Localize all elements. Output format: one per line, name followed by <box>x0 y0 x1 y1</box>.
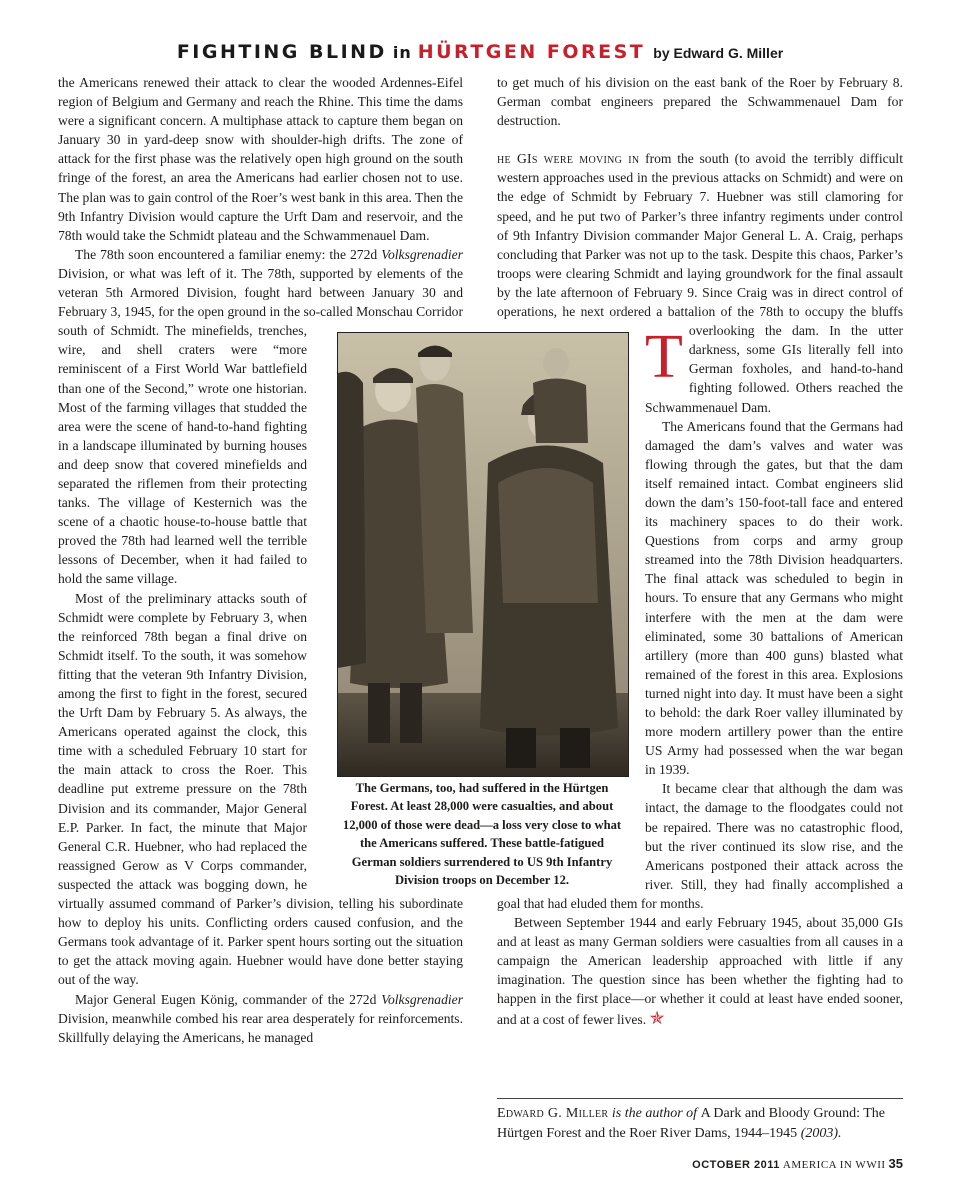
soldiers-photo <box>337 332 629 777</box>
footer-issue-date: OCTOBER 2011 <box>692 1159 780 1171</box>
title-part-2: HÜRTGEN FOREST <box>417 41 646 63</box>
left-paragraph-3: Most of the preliminary attacks south of Schmidt were complete by February 3, when the reinforced 78th began a final drive on Schmidt itself. To the south, it was somehow fitting that the veteran 9th Infantry Division, among the first to fight in the forest, secured the Urft Dam by February 5. As always, the Americans operated against the clock, this time with a scheduled February 10 start for the main attack to cross the Roer. This deadline put extreme pressure on the 78th Division and its commander, Major General E.P. Parker. In fact, the minute that Major General C.R. Huebner, who had replaced the reassigned Gerow as V Corps commander, suspected the attack was bogging down, he virtually assumed command of Parker’s division, telling his subordinate how to deploy his units. Conflicting orders caused confusion, and the Germans took advantage of it. Parker spent hours sorting out the situation to get the attack moving again. Huebner would have done better staying out of the way. <box>58 590 463 988</box>
left-paragraph-4: Major General Eugen König, commander of the 272d Volksgrenadier Division, meanwhile combed his rear area desperately for reinforcements. Skillfully delaying the Americans, he managed <box>58 991 463 1045</box>
title-in: in <box>392 43 412 62</box>
drop-cap: T <box>645 323 683 391</box>
left-paragraph-2: The 78th soon encountered a familiar enemy: the 272d Volksgrenadier Division, or what was left of it. The 78th, supported by elements of the veteran 5th Armored Division, fought hard between January 30 and February 3, 1945, for the open ground in the so-called Monschau Corridor south of Schmidt. The minefields, trenches, wire, and shell craters were “more reminiscent of a First World War battlefield than one of the Second,” wrote one historian. Most of the farming villages that studded the area were the scene of hand-to-hand fighting in a landscape illuminated by burning houses and deep snow that covered minefields and separated the riflemen from their protecting tanks. The village of Kesternich was the scene of a chaotic house-to-house battle that proved the 78th had learned well the terrible lessons of December, when it had failed to hold the same village. <box>58 246 463 587</box>
right-paragraph-2: T he GIs were moving in from the south (to avoid the terribly difficult western approaches used in the previous attacks on Schmidt) and were on the edge of Schmidt by February 7. Huebner was still clamoring for speed, and he put two of Parker’s three infantry regiments under control of 9th Infantry Division commander Major General L. A. Craig, perhaps concluding that Parker was not up to the task. Despite this chaos, Parker’s troops were clearing Schmidt and laying groundwork for the final assault by the late afternoon of February 9. Since Craig was in direct control of operations, he next ordered a battalion of the 78th to occupy the bluffs overlooking the dam. In the utter darkness, some GIs literally fell into German foxholes, and hand-to-hand fighting followed. Others reached the Schwammenauel Dam. <box>497 151 903 415</box>
right-paragraph-3: The Americans found that the Germans had damaged the dam’s valves and water was flowing through the gates, but that the dam itself remained intact. Combat engineers slid down the dam’s 150-foot-tall face and entered its machinery spaces to do their work. Questions from corps and army group streamed into the 78th Division headquarters. The final attack was scheduled to begin in hours. To ensure that any Germans who might interfere with the men at the dam were eliminated, some 30 battalions of American artillery (more than 400 guns) blasted what remained of the forest in this area. Explosions turned night into day. It must have been a sight to behold: the dark Roer valley illuminated by more modern artillery power than the entire US Army had possessed when the war began in 1939. <box>645 418 903 778</box>
page-footer <box>692 1156 903 1173</box>
author-bio: Edward G. Miller is the author of A Dark and Bloody Ground: The Hürtgen Forest and the Roer River Dams, 1944–1945 (2003). <box>497 1106 886 1141</box>
right-paragraph-4: It became clear that although the dam was intact, the damage to the floodgates could not be repaired. There was no catastrophic flood, but the river continued its slow rise, and the Americans postponed their attack across the river. Still, they had finally accomplished a goal that had eluded them for months. <box>497 781 903 911</box>
bio-divider <box>497 1098 903 1099</box>
right-paragraph-1: to get much of his division on the east bank of the Roer by February 8. German combat engineers prepared the Schwammenauel Dam for destruction. <box>497 75 903 129</box>
byline: by Edward G. Miller <box>653 45 784 61</box>
photo-illustration <box>338 333 628 776</box>
footer-magazine: AMERICA IN WWII <box>782 1159 886 1171</box>
left-paragraph-1: the Americans renewed their attack to clear the wooded Ardennes-Eifel region of Belgium and Germany and reach the Rhine. This time the dams were a significant concern. A multiphase attack to capture them began on January 30 in yard-deep snow with shoulder-high drifts. The zone of attack for the first phase was the relatively open high ground on the south fringe of the forest, an area the Americans had earlier chosen not to use. The plan was to gain control of the Roer’s west bank in this area. Then the 9th Infantry Division would capture the Urft Dam and reservoir, and the 78th would take the Schmidt plateau and the Schwammenauel Dam. <box>58 75 463 243</box>
photo-caption: The Germans, too, had suffered in the Hürtgen Forest. At least 28,000 were casualties, and about 12,000 of those were dead—a loss very close to what the Americans suffered. These battle-fatigued German soldiers surrendered to US 9th Infantry Division troops on December 12. <box>342 781 622 888</box>
page-number: 35 <box>888 1156 903 1171</box>
article-header <box>0 40 960 66</box>
title-part-1: FIGHTING BLIND <box>176 41 387 63</box>
end-star-icon: ✯ <box>649 1007 665 1028</box>
right-paragraph-5: Between September 1944 and early February 1945, about 35,000 GIs and at least as many German soldiers were casualties from all causes in a campaign the American leadership approached with little if any imagination. The question since has been whether the fighting had to happen in the first place—or whether it could at least have ended sooner, and at a cost of fewer lives. ✯ <box>497 915 903 1028</box>
